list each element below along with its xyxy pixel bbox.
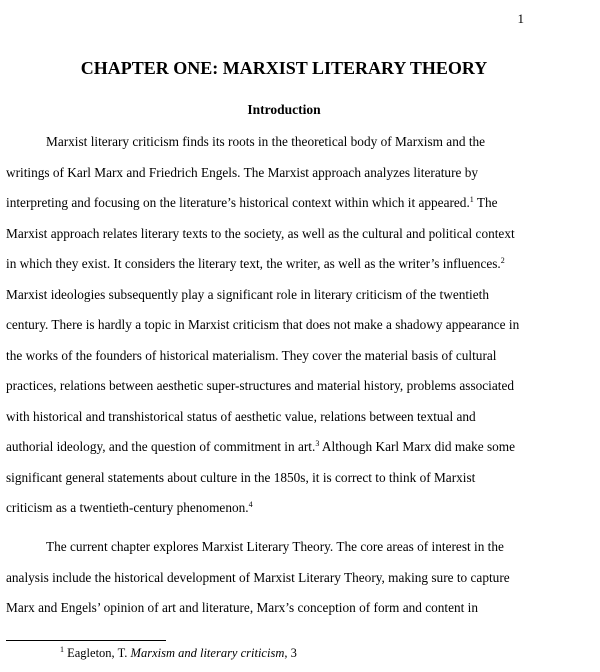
text-segment: The [473, 195, 498, 210]
text-line: century. There is hardly a topic in Marxist criticism that does not make a shadowy appearance in [6, 317, 520, 332]
text-line: significant general statements about culture in the 1850s, it is correct to think of Marxist [6, 469, 476, 485]
footnote-ref[interactable]: 4 [248, 500, 253, 509]
section-heading: Introduction [247, 102, 321, 117]
text-segment: authorial ideology, and the question of commitment in art. [6, 439, 316, 454]
footnote-title: Marxism and literary criticism [130, 646, 285, 660]
footnote-separator [6, 640, 166, 641]
text-line: analysis include the historical development of Marxist Literary Theory, making sure to capture [6, 569, 510, 585]
text-segment: criticism as a twentieth-century phenomenon. [6, 500, 249, 515]
footnote-number: 1 [60, 645, 64, 654]
text-line [6, 493, 519, 524]
text-segment: interpreting and focusing on the literature’s historical context within which it appeared. [6, 195, 470, 210]
text-line [6, 432, 519, 463]
page-number: 1 [517, 11, 524, 26]
footnote-ref[interactable]: 1 [469, 195, 474, 204]
text-line: the works of the founders of historical materialism. They cover the material basis of cultural [6, 347, 497, 363]
footnote-ref[interactable]: 2 [500, 256, 505, 265]
text-line: Marxist literary criticism finds its roots in the theoretical body of Marxism and the [46, 134, 486, 149]
text-segment: in which they exist. It considers the literary text, the writer, as well as the writer’s influences. [6, 256, 501, 271]
footnote-author: Eagleton, T. [67, 646, 128, 660]
text-line: Marxist ideologies subsequently play a significant role in literary criticism of the twentieth [6, 286, 489, 302]
text-line: writings of Karl Marx and Friedrich Engels. The Marxist approach analyzes literature by [6, 164, 479, 180]
paragraph-chapter-overview [6, 532, 510, 624]
paragraph-introduction [6, 127, 519, 524]
text-line [6, 188, 519, 219]
text-line: Marxist approach relates literary texts to the society, as well as the cultural and political context [6, 225, 515, 241]
text-line: practices, relations between aesthetic super-structures and material history, problems associated [6, 378, 515, 393]
footnote-ref[interactable]: 3 [315, 439, 320, 448]
text-line: Marx and Engels’ opinion of art and literature, Marx’s conception of form and content in [6, 600, 479, 615]
chapter-title: CHAPTER ONE: MARXIST LITERARY THEORY [80, 58, 488, 78]
text-line [6, 249, 519, 280]
text-line: with historical and transhistorical status of aesthetic value, relations between textual and [6, 408, 476, 424]
footnote-page: , 3 [284, 646, 297, 660]
text-segment: Although Karl Marx did make some [319, 439, 516, 454]
footnote [60, 646, 297, 661]
text-line: The current chapter explores Marxist Literary Theory. The core areas of interest in the [46, 539, 504, 554]
